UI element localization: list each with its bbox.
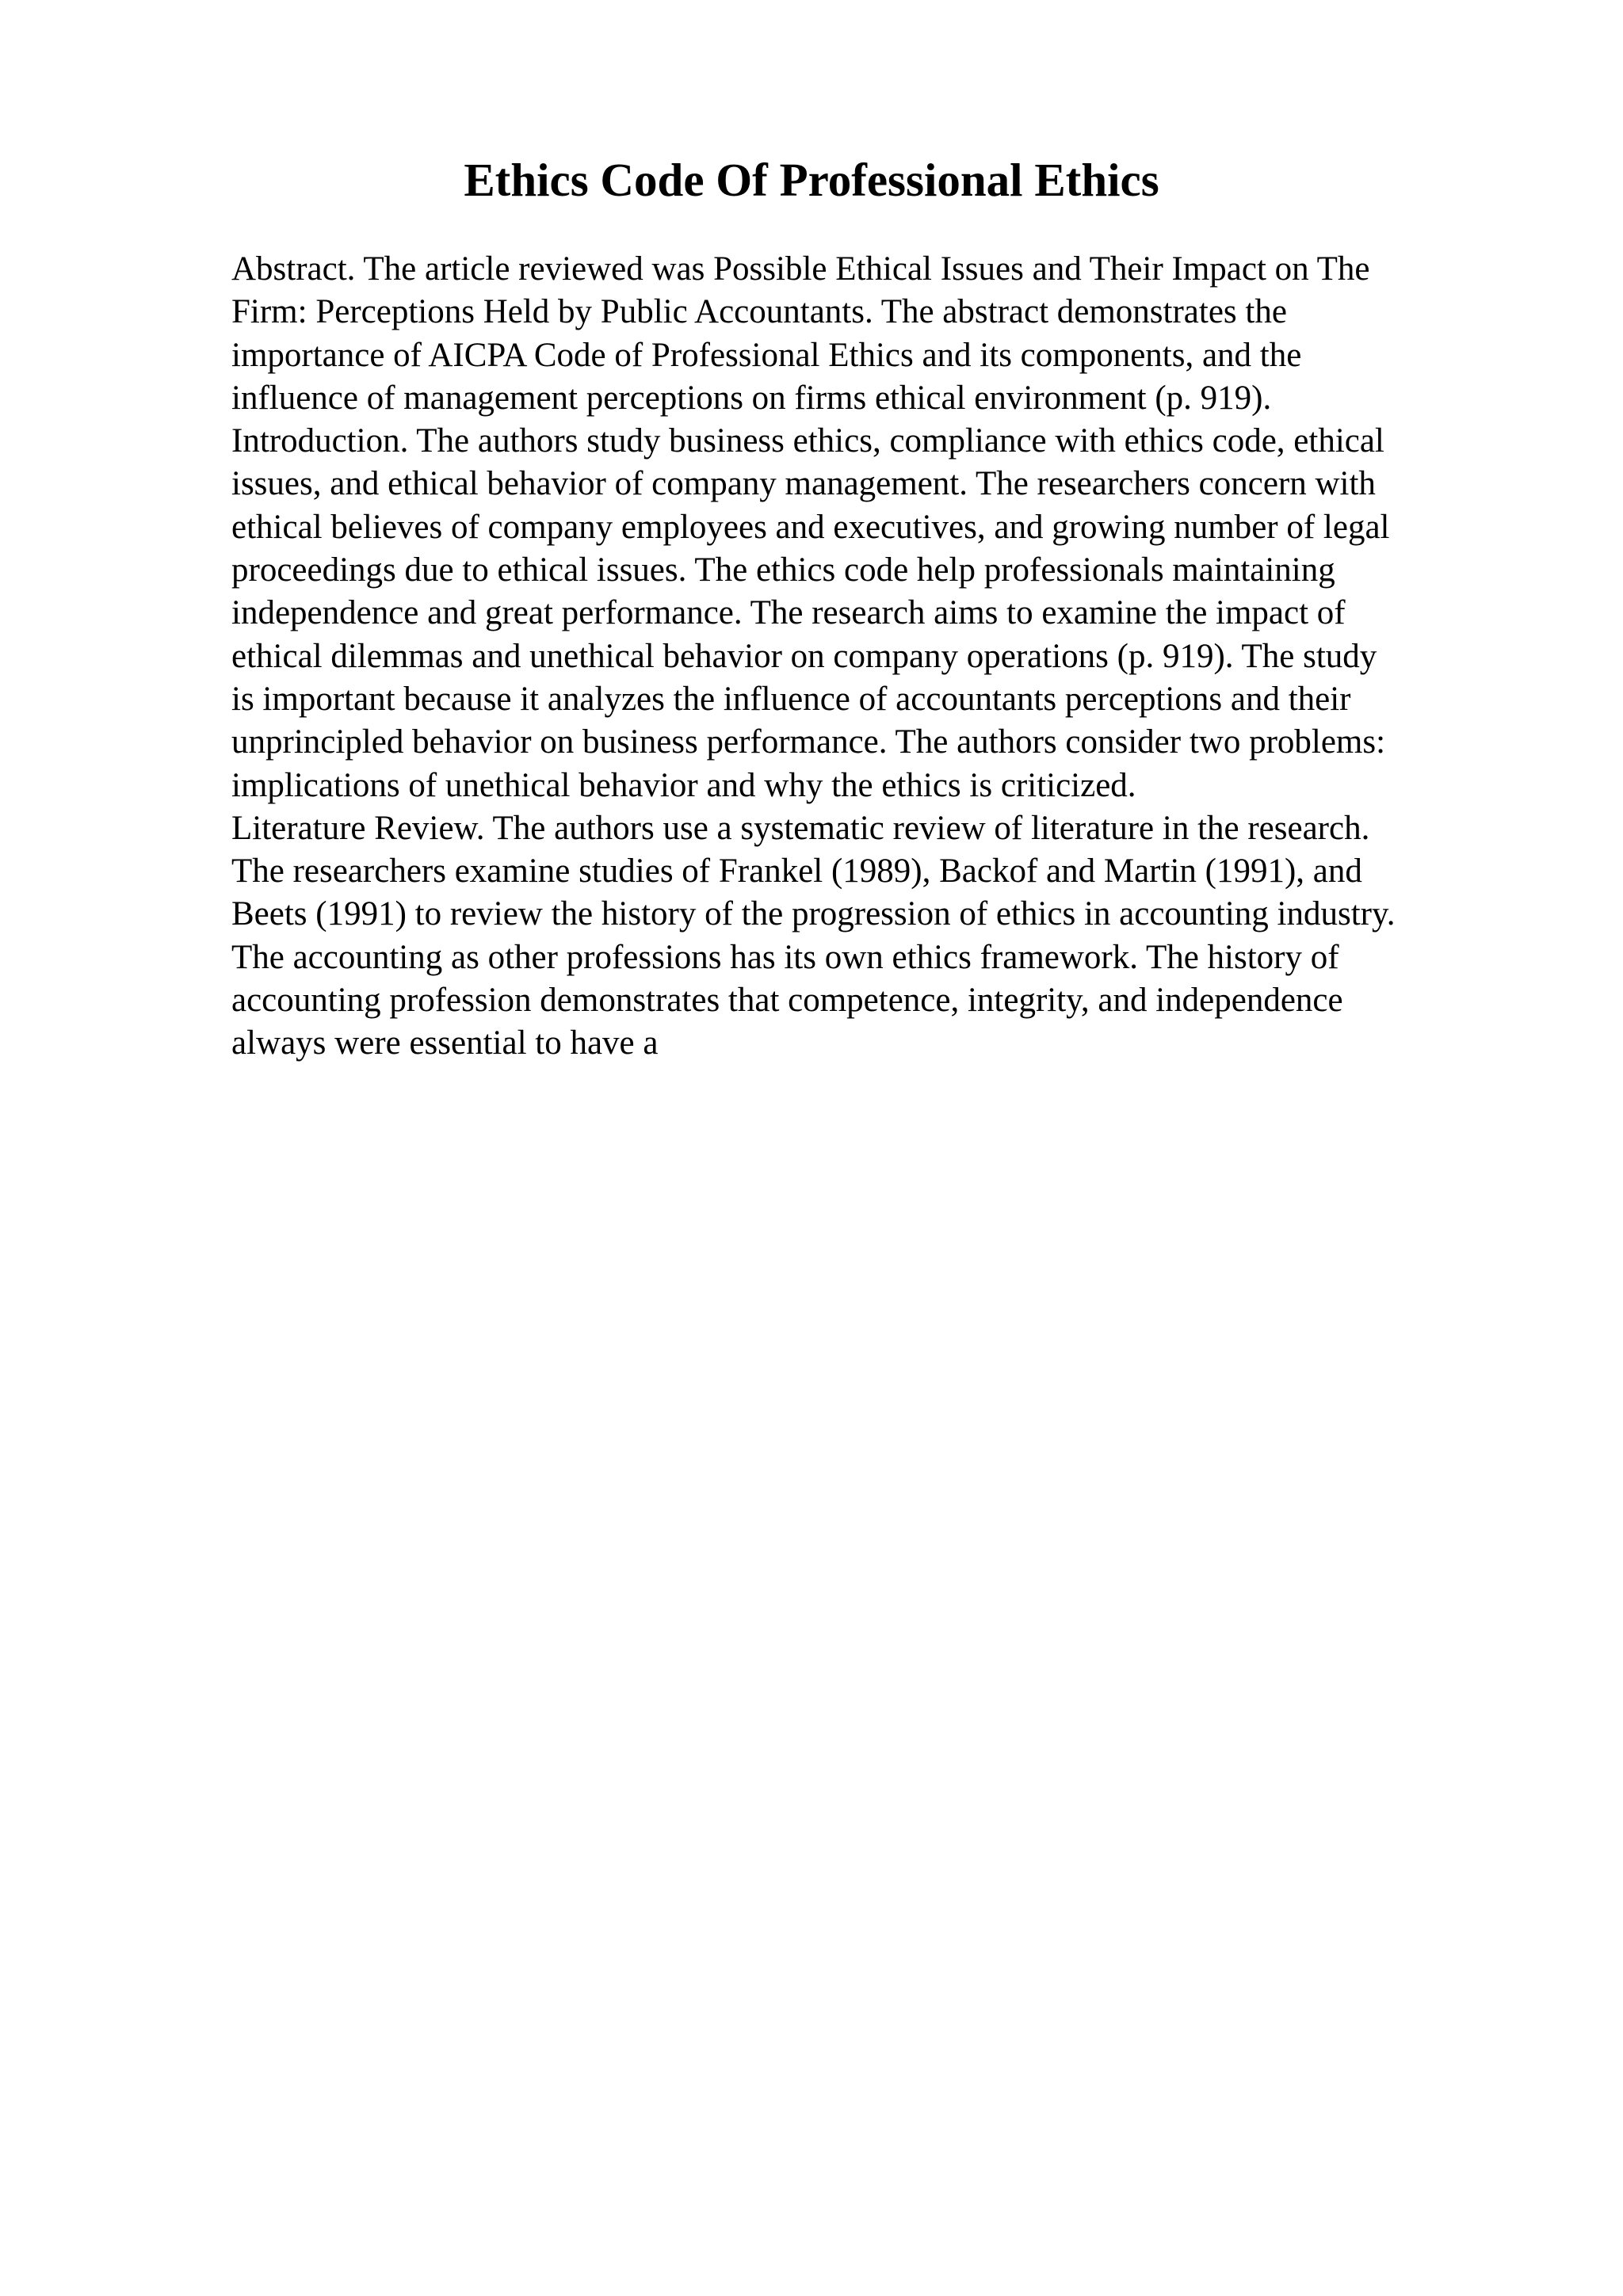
body-line: is important because it analyzes the influence of accountants perceptions and their	[231, 680, 1351, 718]
body-line: Literature Review. The authors use a systematic review of literature in the research.	[231, 809, 1370, 847]
document-body	[231, 248, 1499, 1066]
body-line: always were essential to have a	[231, 1024, 659, 1062]
body-line: Abstract. The article reviewed was Possible Ethical Issues and Their Impact on The	[231, 250, 1370, 288]
body-line: Firm: Perceptions Held by Public Accountants. The abstract demonstrates the	[231, 293, 1287, 331]
body-line: The accounting as other professions has its own ethics framework. The history of	[231, 938, 1339, 976]
body-line: importance of AICPA Code of Professional Ethics and its components, and the	[231, 336, 1302, 374]
body-line: unprincipled behavior on business performance. The authors consider two problems:	[231, 723, 1386, 761]
body-line: ethical dilemmas and unethical behavior on company operations (p. 919). The study	[231, 637, 1377, 675]
body-line: proceedings due to ethical issues. The ethics code help professionals maintaining	[231, 551, 1335, 589]
body-line: ethical believes of company employees and executives, and growing number of legal	[231, 508, 1390, 546]
body-line: implications of unethical behavior and why the ethics is criticized.	[231, 766, 1136, 804]
body-line: influence of management perceptions on firms ethical environment (p. 919).	[231, 379, 1272, 417]
body-line: accounting profession demonstrates that competence, integrity, and independence	[231, 982, 1343, 1020]
body-line: independence and great performance. The research aims to examine the impact of	[231, 594, 1346, 632]
body-line: issues, and ethical behavior of company management. The researchers concern with	[231, 465, 1376, 503]
body-line: Introduction. The authors study business ethics, compliance with ethics code, ethical	[231, 422, 1384, 460]
body-line: The researchers examine studies of Frankel (1989), Backof and Martin (1991), and	[231, 852, 1362, 891]
body-line: Beets (1991) to review the history of the progression of ethics in accounting industry.	[231, 895, 1396, 933]
document-title: Ethics Code Of Professional Ethics	[464, 154, 1159, 206]
